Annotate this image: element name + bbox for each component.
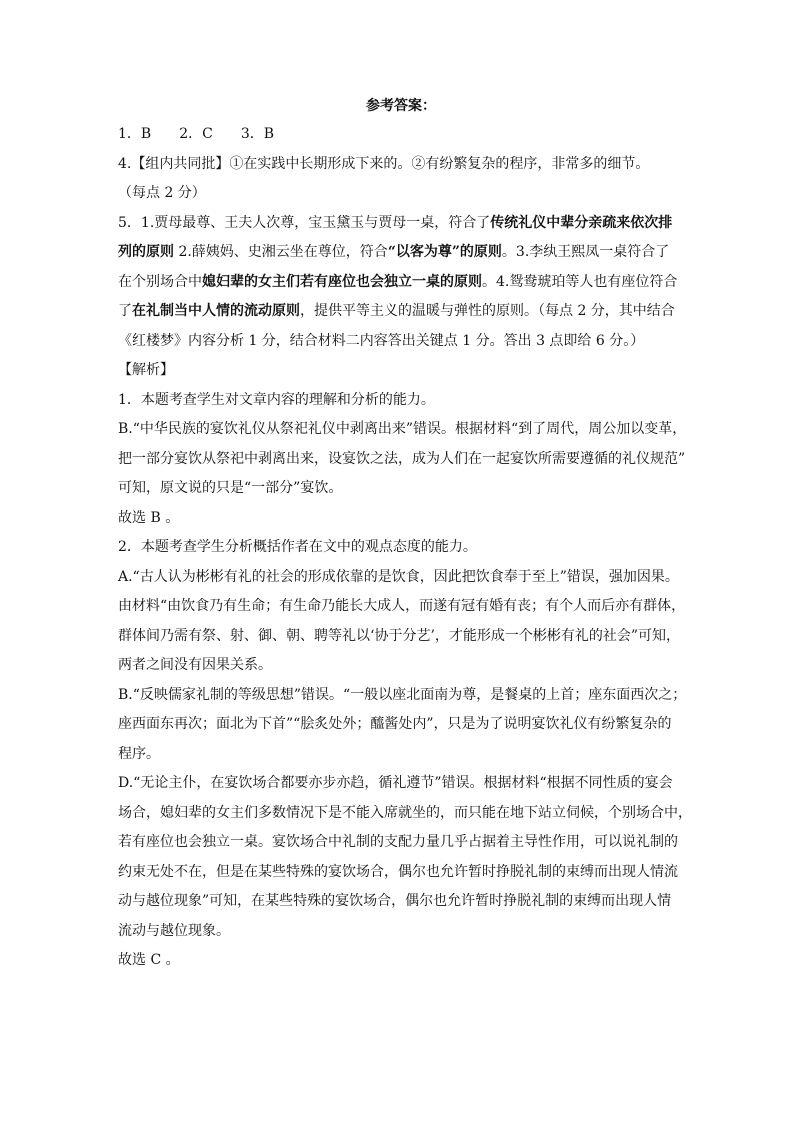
analysis-line: 若有座位也会独立一桌。宴饮场合中礼制的支配力量几乎占据着主导性作用，可以说礼制的 [118, 834, 678, 850]
analysis-line: 座西面东再次；面北为下首”“脍炙处外；醯酱处内”，只是为了说明宴饮礼仪有纷繁复杂的 [118, 716, 672, 732]
analysis-line: 把一部分宴饮从祭祀中剥离出来，设宴饮之法，成为人们在一起宴饮所需要遵循的礼仪规范” [118, 450, 686, 467]
analysis-line: B.“反映儒家礼制的等级思想”错误。“一般以座北面南为尊，是餐桌的上首；座东面西次之； [118, 686, 687, 703]
q5-text: 。4.鸳鸯琥珀等人也有座位符合 [482, 273, 678, 290]
analysis-q2 [118, 533, 692, 976]
page-title: 参考答案： [366, 98, 436, 114]
analysis-line: 由材料“由饮食乃有生命；有生命乃能长大成人，而遂有冠有婚有丧；有个人而后亦有群体， [118, 598, 686, 614]
q5-key-point: 在礼制当中人情的流动原则 [132, 303, 300, 319]
q5-key-point: 列的原则 [118, 244, 174, 260]
answer-1: 1．B [118, 126, 152, 142]
analysis-line: 可知，原文说的只是“一部分”宴饮。 [118, 480, 343, 496]
analysis-line: 2．本题考查学生分析概括作者在文中的观点态度的能力。 [118, 539, 477, 555]
q5-text: 5．1.贾母最尊、王夫人次尊，宝玉黛玉与贾母一桌，符合了 [118, 214, 491, 231]
analysis-line: 流动与越位现象。 [118, 922, 230, 939]
q5-line-5: 《红楼梦》内容分析 1 分，结合材料二内容答出关键点 1 分。答出 3 点即给 6 分。） [118, 332, 645, 349]
analysis-line: 动与越位现象”可知，在某些特殊的宴饮场合，偶尔也允许暂时挣脱礼制的束缚而出现人情 [118, 893, 672, 909]
analysis-q1 [118, 386, 687, 534]
q4-line-1: 4.【组内共同批】①在实践中长期形成下来的。②有纷繁复杂的程序，非常多的细节。 [118, 155, 650, 172]
analysis-line: B.“中华民族的宴饮礼仪从祭祀礼仪中剥离出来”错误。根据材料“到了周代，周公加以变革， [118, 421, 687, 437]
q5-text: 在个别场合中 [118, 273, 202, 290]
q5-key-point: 传统礼仪中辈分亲疏来依次排 [490, 214, 673, 231]
analysis-heading: 【解析】 [118, 362, 174, 378]
q5-line-3 [118, 268, 684, 298]
answer-2: 2．C [179, 126, 213, 142]
analysis-line: 故选 C 。 [118, 952, 180, 968]
analysis-line: A.“古人认为彬彬有礼的社会的形成依靠的是饮食，因此把饮食奉于至上”错误，强加因果。 [118, 568, 679, 585]
q5-text: ，提供平等主义的温暖与弹性的原则。（每点 2 分，其中结合 [300, 303, 675, 319]
analysis-line: 1．本题考查学生对文章内容的理解和分析的能力。 [118, 391, 435, 408]
q5-line-4 [118, 297, 684, 327]
analysis-line: 场合，媳妇辈的女主们多数情况下是不能入席就坐的，而只能在地下站立伺候，个别场合中， [118, 804, 692, 821]
q5-text: 。3.李纨王熙凤一桌符合了 [501, 244, 670, 260]
answer-page [118, 96, 692, 976]
q4-line-2: （每点 2 分） [118, 185, 206, 201]
answer-3: 3．B [240, 126, 275, 142]
q5-text: 2.薛姨妈、史湘云坐在尊位，符合 [174, 244, 388, 260]
analysis-line: 约束无处不在，但是在某些特殊的宴饮场合，偶尔也允许暂时挣脱礼制的束缚而出现人情流 [118, 863, 678, 880]
q5-key-point: “以客为尊”的原则 [387, 244, 502, 260]
q5-text: 了 [118, 303, 132, 319]
q5-line-2 [118, 238, 684, 268]
analysis-line: 故选 B 。 [118, 509, 180, 526]
analysis-line: D.“无论主仆，在宴饮场合都要亦步亦趋，循礼遵节”错误。根据材料“根据不同性质的宴会 [118, 775, 673, 791]
analysis-line: 程序。 [118, 745, 160, 762]
analysis-line: 两者之间没有因果关系。 [118, 657, 272, 673]
q5-key-point: 媳妇辈的女主们若有座位也会独立一桌的原则 [202, 273, 482, 290]
answers-row [118, 120, 684, 150]
q5-line-1 [118, 209, 684, 239]
analysis-line: 群体间乃需有祭、射、御、朝、聘等礼以‘协于分艺’，才能形成一个彬彬有礼的社会”可知， [118, 627, 681, 644]
